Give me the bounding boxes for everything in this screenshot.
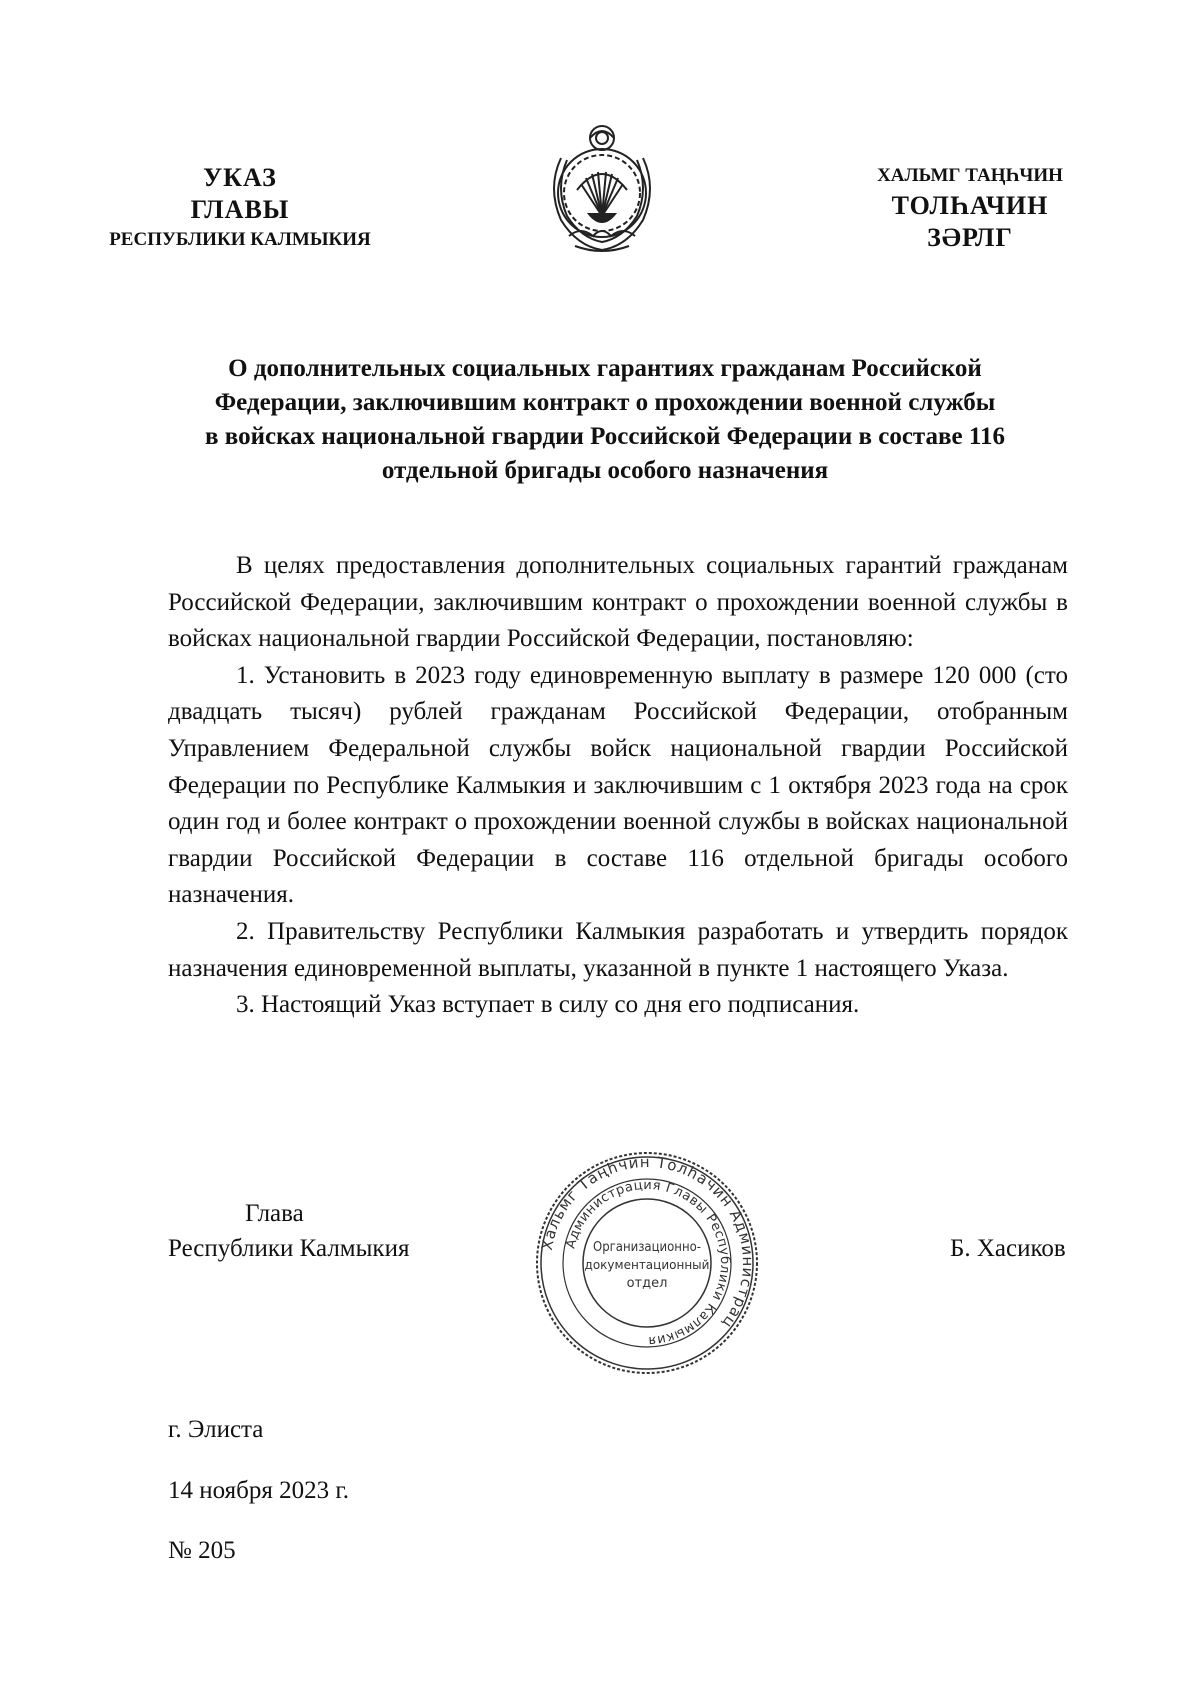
header-right — [820, 162, 1120, 254]
signatory-name: Б. Хасиков — [950, 1235, 1066, 1262]
decree-item-3: 3. Настоящий Указ вступает в силу со дня его подписания. — [236, 991, 860, 1019]
decree-body — [168, 548, 1068, 1024]
header-left-line3: РЕСПУБЛИКИ КАЛМЫКИЯ — [109, 229, 371, 250]
header-left-line2: ГЛАВЫ — [190, 195, 290, 224]
title-line: О дополнительных социальных гарантиях гражданам Российской — [228, 355, 982, 382]
title-line: отдельной бригады особого назначения — [381, 457, 829, 484]
decree-item-1: 1. Установить в 2023 году единовременную выплату в размере 120 000 (сто двадцать тысяч) рублей гражданам Российской Федерации, отобранным Управлением Федеральной службы войск национальной гвардии Российской Федерации по Республике Калмыкия и заключившим с 1 октября 2023 года на срок один год и более контракт о прохождении военной службы в войсках национальной гвардии Российской Федерации в составе 116 отдельной бригады особого назначения. — [168, 661, 1068, 909]
decree-number: № 205 — [168, 1537, 236, 1564]
title-line: Федерации, заключившим контракт о прохождении военной службы — [214, 389, 996, 416]
place-of-issue: г. Элиста — [168, 1416, 264, 1443]
preamble-paragraph: В целях предоставления дополнительных социальных гарантий гражданам Российской Федерации, заключившим контракт о прохождении военной службы в войсках национальной гвардии Российской Федерации, постановляю: — [168, 552, 1068, 653]
official-stamp — [532, 1148, 762, 1378]
stamp-outer-text: Хальмг Таңһчин Толһачин Администрац — [537, 1152, 758, 1333]
stamp-inner-text: Администрация Главы Республики Калмыкия — [563, 1177, 733, 1349]
header-right-line2: ТОЛҺАЧИН — [891, 191, 1049, 220]
header-right-line1: ХАЛЬМГ ТАҢҺЧИН — [877, 165, 1063, 186]
signature-title: Глава — [245, 1200, 304, 1227]
stamp-center-line3: отдел — [626, 1276, 668, 1291]
issue-date: 14 ноября 2023 г. — [168, 1477, 350, 1504]
coat-of-arms-icon — [541, 118, 663, 260]
title-line: в войсках национальной гвардии Российской Федерации в составе 116 — [205, 423, 1005, 450]
header-left — [70, 162, 410, 254]
stamp-center-line1: Организационно- — [593, 1240, 701, 1255]
signature-organization: Республики Калмыкия — [168, 1235, 410, 1262]
decree-item-2: 2. Правительству Республики Калмыкия разработать и утвердить порядок назначения единовременной выплаты, указанной в пункте 1 настоящего Указа. — [168, 917, 1068, 982]
decree-title — [165, 352, 1045, 488]
header-left-line1: УКАЗ — [203, 163, 277, 192]
header-right-line3: ЗӘРЛГ — [927, 223, 1013, 252]
stamp-center-line2: документационный — [584, 1258, 710, 1272]
